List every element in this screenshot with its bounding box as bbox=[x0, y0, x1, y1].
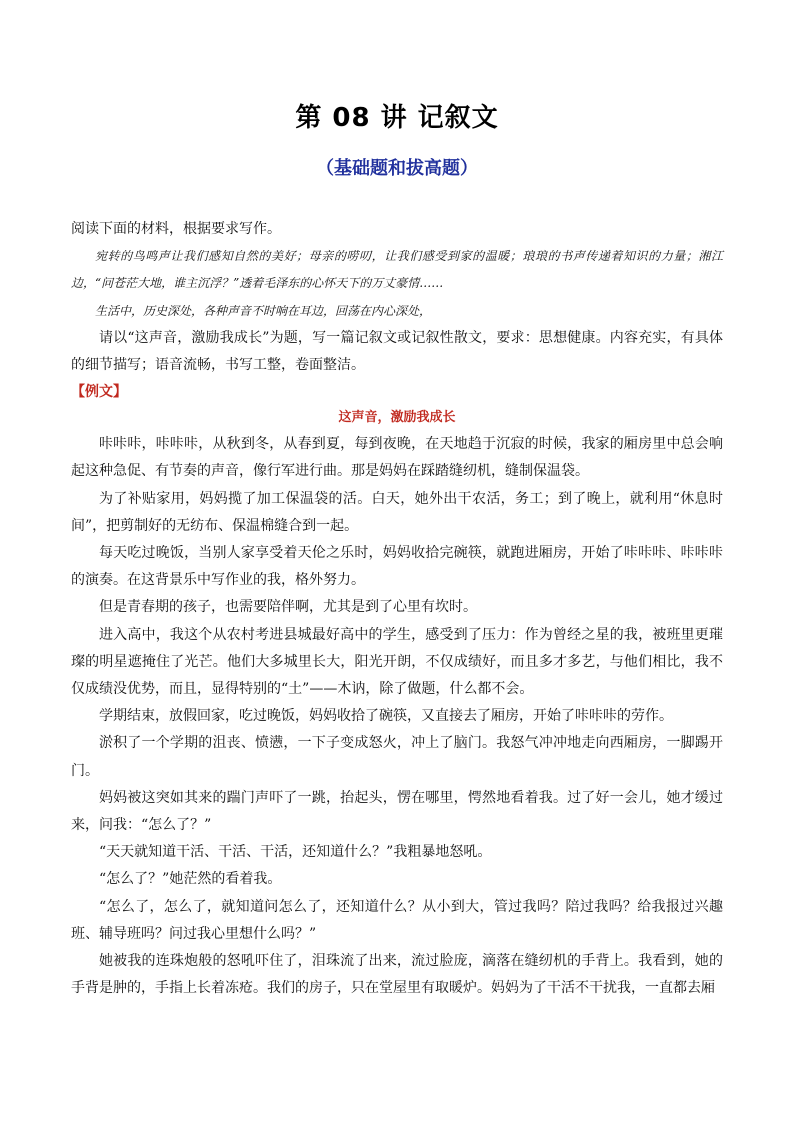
essay-paragraph: 但是青春期的孩子，也需要陪伴啊，尤其是到了心里有坎时。 bbox=[99, 599, 477, 616]
document-title: 第 08 讲 记叙文 bbox=[295, 103, 499, 133]
essay-paragraph: 进入高中，我这个从农村考进县城最好高中的学生，感受到了压力：作为曾经之星的我，被班里更璀璨的明星遮掩住了光芒。他们大多城里长大，阳光开朗，不仅成绩好，而且多才多艺，与他们相比，我不仅成绩没优势，而且，显得特别的“土”——木讷，除了做题，什么都不会。 bbox=[71, 626, 723, 698]
essay-paragraph: 为了补贴家用，妈妈揽了加工保温袋的活。白天，她外出干农活，务工；到了晚上，就利用“休息时间”，把剪制好的无纺布、保温棉缝合到一起。 bbox=[71, 490, 723, 534]
material-paragraph-2: 生活中，历史深处，各种声音不时响在耳边，回荡在内心深处， bbox=[95, 303, 432, 318]
essay-paragraph: 她被我的连珠炮般的怒吼吓住了，泪珠流了出来，流过脸庞，滴落在缝纫机的手背上。我看到，她的手背是肿的，手指上长着冻疮。我们的房子，只在堂屋里有取暖炉。妈妈为了干活不干扰我，一直都去厢 bbox=[71, 953, 723, 997]
essay-paragraph: “怎么了，怎么了，就知道问怎么了，还知道什么？从小到大，管过我吗？陪过我吗？给我报过兴趣班、辅导班吗？问过我心里想什么吗？” bbox=[71, 898, 723, 942]
essay-paragraph: 学期结束，放假回家，吃过晚饭，妈妈收拾了碗筷，又直接去了厢房，开始了咔咔咔的劳作。 bbox=[99, 708, 673, 725]
example-tag: 【例文】 bbox=[71, 384, 127, 401]
document-subtitle: （基础题和拔高题） bbox=[316, 158, 478, 179]
material-paragraph-1: 宛转的鸟鸣声让我们感知自然的美好；母亲的唠叨，让我们感受到家的温暖；琅琅的书声传递着知识的力量；湘江边，“问苍茫大地，谁主沉浮？”透着毛泽东的心怀天下的万丈豪情…… bbox=[71, 249, 723, 291]
essay-paragraph: 咔咔咔，咔咔咔，从秋到冬，从春到夏，每到夜晚，在天地趋于沉寂的时候，我家的厢房里中总会响起这种急促、有节奏的声音，像行军进行曲。那是妈妈在踩踏缝纫机，缝制保温袋。 bbox=[71, 436, 723, 480]
intro-text: 阅读下面的材料，根据要求写作。 bbox=[71, 221, 281, 237]
essay-paragraph: 每天吃过晚饭，当别人家享受着天伦之乐时，妈妈收拾完碗筷，就跑进厢房，开始了咔咔咔、咔咔咔的演奏。在这背景乐中写作业的我，格外努力。 bbox=[71, 545, 723, 589]
essay-paragraph: 妈妈被这突如其来的踹门声吓了一跳，抬起头，愣在哪里，愕然地看着我。过了好一会儿，她才缓过来，问我：“怎么了？” bbox=[71, 789, 723, 834]
essay-title: 这声音，激励我成长 bbox=[338, 410, 456, 426]
essay-paragraph: “怎么了？”她茫然的看着我。 bbox=[99, 871, 282, 888]
writing-requirement: 请以“这声音，激励我成长”为题，写一篇记叙文或记叙性散文，要求：思想健康。内容充实，有具体的细节描写；语音流畅，书写工整，卷面整洁。 bbox=[71, 329, 723, 374]
essay-paragraph: “天天就知道干活、干活、干活，还知道什么？”我粗暴地怒吼。 bbox=[99, 844, 492, 861]
document-body bbox=[71, 216, 723, 1002]
essay-paragraph: 淤积了一个学期的沮丧、愤懑，一下子变成怒火，冲上了脑门。我怒气冲冲地走向西厢房，一脚踢开门。 bbox=[71, 735, 723, 779]
